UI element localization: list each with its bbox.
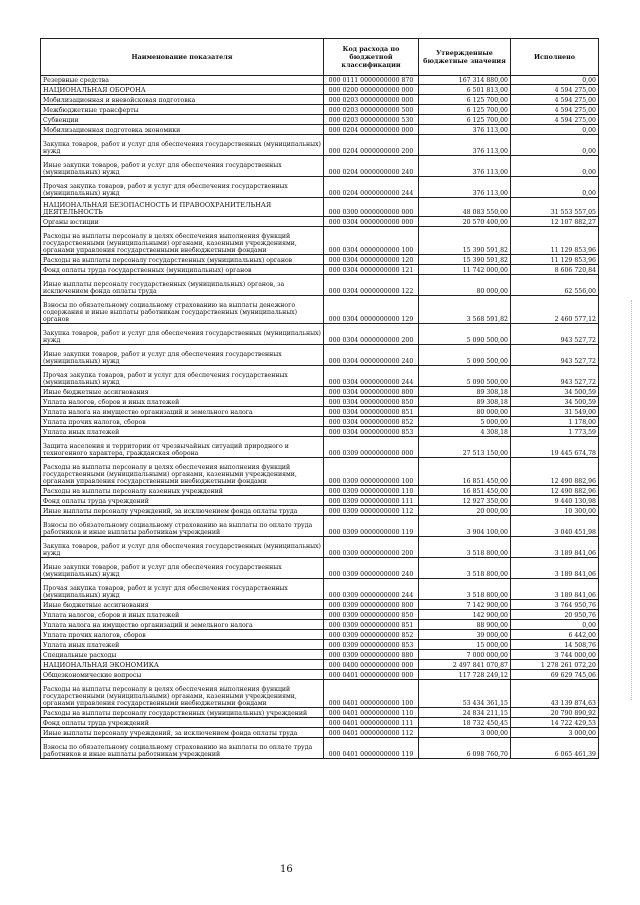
row-approved: 12 927 350,00 xyxy=(419,496,511,506)
table-row xyxy=(41,620,599,630)
header-approved: Утвержденные бюджетные значения xyxy=(419,39,511,76)
table-row xyxy=(41,427,599,437)
row-name: Фонд оплаты труда учреждений xyxy=(41,718,324,728)
row-executed: 943 527,72 xyxy=(511,345,599,366)
row-code: 000 0309 0000000000 880 xyxy=(324,650,419,660)
row-code: 000 0401 0000000000 100 xyxy=(324,680,419,708)
row-name: Закупка товаров, работ и услуг для обеспечения государственных (муниципальных) нужд xyxy=(41,324,324,345)
row-approved: 6 501 813,00 xyxy=(419,85,511,95)
row-name: НАЦИОНАЛЬНАЯ ОБОРОНА xyxy=(41,85,324,95)
margin-dotted-line xyxy=(631,300,634,700)
row-approved: 80 000,00 xyxy=(419,275,511,296)
row-executed: 34 500,59 xyxy=(511,387,599,397)
table-row xyxy=(41,105,599,115)
row-code: 000 0309 0000000000 244 xyxy=(324,579,419,600)
table-row xyxy=(41,640,599,650)
row-approved: 142 900,00 xyxy=(419,610,511,620)
row-executed: 19 445 674,78 xyxy=(511,437,599,458)
row-executed: 20 950,76 xyxy=(511,610,599,620)
row-name: Уплата прочих налогов, сборов xyxy=(41,417,324,427)
row-code: 000 0309 0000000000 112 xyxy=(324,506,419,516)
table-row xyxy=(41,516,599,537)
row-code: 000 0401 0000000000 110 xyxy=(324,708,419,718)
row-approved: 27 513 150,00 xyxy=(419,437,511,458)
row-code: 000 0203 0000000000 500 xyxy=(324,105,419,115)
row-name: Иные закупки товаров, работ и услуг для обеспечения государственных (муниципальных) нужд xyxy=(41,345,324,366)
table-row xyxy=(41,660,599,670)
row-name: Расходы на выплаты персоналу в целях обеспечения выполнения функций государственными (муниципальными) органами, казенными учреждениями, органами управления государственными внебюджетными фондами xyxy=(41,458,324,486)
row-approved: 3 518 800,00 xyxy=(419,537,511,558)
row-code: 000 0309 0000000000 851 xyxy=(324,620,419,630)
row-executed: 11 129 853,96 xyxy=(511,255,599,265)
row-executed: 0,00 xyxy=(511,177,599,198)
row-name: Закупка товаров, работ и услуг для обеспечения государственных (муниципальных) нужд xyxy=(41,135,324,156)
row-code: 000 0304 0000000000 000 xyxy=(324,217,419,227)
row-name: Иные бюджетные ассигнования xyxy=(41,600,324,610)
page-number: 16 xyxy=(280,864,293,875)
row-name: Органы юстиции xyxy=(41,217,324,227)
row-name: Закупка товаров, работ и услуг для обеспечения государственных (муниципальных) нужд xyxy=(41,537,324,558)
row-code: 000 0304 0000000000 850 xyxy=(324,397,419,407)
row-name: Резервные средства xyxy=(41,76,324,85)
table-row xyxy=(41,670,599,680)
row-executed: 6 442,00 xyxy=(511,630,599,640)
row-code: 000 0401 0000000000 112 xyxy=(324,728,419,738)
row-approved: 39 000,00 xyxy=(419,630,511,640)
row-code: 000 0203 0000000000 530 xyxy=(324,115,419,125)
row-executed: 4 594 275,00 xyxy=(511,115,599,125)
row-executed: 0,00 xyxy=(511,125,599,135)
row-executed: 3 189 841,06 xyxy=(511,558,599,579)
table-row xyxy=(41,115,599,125)
table-row xyxy=(41,387,599,397)
row-code: 000 0309 0000000000 852 xyxy=(324,630,419,640)
row-code: 000 0309 0000000000 240 xyxy=(324,558,419,579)
row-executed: 0,00 xyxy=(511,135,599,156)
row-approved: 48 083 550,00 xyxy=(419,198,511,217)
row-approved: 89 308,18 xyxy=(419,397,511,407)
row-name: Взносы по обязательному социальному страхованию на выплаты по оплате труда работников и иные выплаты работникам учреждений xyxy=(41,738,324,759)
row-code: 000 0401 0000000000 111 xyxy=(324,718,419,728)
row-name: Прочая закупка товаров, работ и услуг для обеспечения государственных (муниципальных) нужд xyxy=(41,366,324,387)
row-approved: 117 728 249,12 xyxy=(419,670,511,680)
row-name: Иные выплаты персоналу учреждений, за исключением фонда оплаты труда xyxy=(41,728,324,738)
row-executed: 9 440 130,98 xyxy=(511,496,599,506)
row-code: 000 0111 0000000000 870 xyxy=(324,76,419,85)
table-row xyxy=(41,718,599,728)
row-name: Мобилизационная и вневойсковая подготовка xyxy=(41,95,324,105)
row-executed: 8 606 720,84 xyxy=(511,265,599,275)
row-approved: 2 497 841 070,87 xyxy=(419,660,511,670)
row-name: Иные бюджетные ассигнования xyxy=(41,387,324,397)
table-row xyxy=(41,227,599,255)
row-executed: 3 040 451,98 xyxy=(511,516,599,537)
row-approved: 376 113,00 xyxy=(419,135,511,156)
row-name: Уплата иных платежей xyxy=(41,640,324,650)
row-executed: 14 722 429,53 xyxy=(511,718,599,728)
table-row xyxy=(41,708,599,718)
budget-execution-table xyxy=(40,38,599,759)
row-executed: 4 594 275,00 xyxy=(511,105,599,115)
row-approved: 80 000,00 xyxy=(419,407,511,417)
row-code: 000 0304 0000000000 121 xyxy=(324,265,419,275)
row-approved: 6 098 760,70 xyxy=(419,738,511,759)
table-body xyxy=(41,76,599,759)
table-row xyxy=(41,125,599,135)
table-row xyxy=(41,95,599,105)
row-executed: 69 629 745,06 xyxy=(511,670,599,680)
row-name: Прочая закупка товаров, работ и услуг для обеспечения государственных (муниципальных) нужд xyxy=(41,579,324,600)
table-row xyxy=(41,296,599,324)
table-row xyxy=(41,156,599,177)
table-row xyxy=(41,486,599,496)
row-code: 000 0300 0000000000 000 xyxy=(324,198,419,217)
row-executed: 14 508,76 xyxy=(511,640,599,650)
table-row xyxy=(41,397,599,407)
table-row xyxy=(41,650,599,660)
row-approved: 88 900,00 xyxy=(419,620,511,630)
row-executed: 62 556,00 xyxy=(511,275,599,296)
row-code: 000 0200 0000000000 000 xyxy=(324,85,419,95)
row-name: Иные выплаты персоналу государственных (муниципальных) органов, за исключением фонда оплаты труда xyxy=(41,275,324,296)
row-code: 000 0204 0000000000 200 xyxy=(324,135,419,156)
row-approved: 3 568 591,82 xyxy=(419,296,511,324)
row-executed: 3 764 950,76 xyxy=(511,600,599,610)
table-row xyxy=(41,610,599,620)
row-name: НАЦИОНАЛЬНАЯ ЭКОНОМИКА xyxy=(41,660,324,670)
row-code: 000 0309 0000000000 119 xyxy=(324,516,419,537)
row-executed: 31 549,00 xyxy=(511,407,599,417)
row-approved: 53 434 361,15 xyxy=(419,680,511,708)
row-name: Иные закупки товаров, работ и услуг для обеспечения государственных (муниципальных) нужд xyxy=(41,156,324,177)
row-executed: 11 129 853,96 xyxy=(511,227,599,255)
row-approved: 89 308,18 xyxy=(419,387,511,397)
row-approved: 3 000,00 xyxy=(419,728,511,738)
row-name: Уплата налога на имущество организаций и земельного налога xyxy=(41,620,324,630)
table-row xyxy=(41,265,599,275)
row-name: НАЦИОНАЛЬНАЯ БЕЗОПАСНОСТЬ И ПРАВООХРАНИТЕЛЬНАЯ ДЕЯТЕЛЬНОСТЬ xyxy=(41,198,324,217)
row-name: Фонд оплаты труда государственных (муниципальных) органов xyxy=(41,265,324,275)
row-name: Защита населения и территории от чрезвычайных ситуаций природного и техногенного характера, гражданская оборона xyxy=(41,437,324,458)
row-name: Иные выплаты персоналу учреждений, за исключением фонда оплаты труда xyxy=(41,506,324,516)
row-executed: 0,00 xyxy=(511,620,599,630)
row-name: Расходы на выплаты персоналу в целях обеспечения выполнения функций государственными (муниципальными) органами, казенными учреждениями, органами управления государственными внебюджетными фондами xyxy=(41,227,324,255)
row-approved: 7 000 000,00 xyxy=(419,650,511,660)
row-executed: 4 594 275,00 xyxy=(511,95,599,105)
row-code: 000 0309 0000000000 111 xyxy=(324,496,419,506)
row-code: 000 0304 0000000000 852 xyxy=(324,417,419,427)
row-code: 000 0304 0000000000 200 xyxy=(324,324,419,345)
table-row xyxy=(41,728,599,738)
row-executed: 6 065 461,39 xyxy=(511,738,599,759)
row-executed: 1 278 261 072,20 xyxy=(511,660,599,670)
row-executed: 4 594 275,00 xyxy=(511,85,599,95)
row-executed: 12 490 882,96 xyxy=(511,486,599,496)
row-approved: 5 090 500,00 xyxy=(419,324,511,345)
table-row xyxy=(41,630,599,640)
table-row xyxy=(41,85,599,95)
row-name: Уплата налогов, сборов и иных платежей xyxy=(41,397,324,407)
table-row xyxy=(41,680,599,708)
row-name: Общеэкономические вопросы xyxy=(41,670,324,680)
row-approved: 15 390 591,82 xyxy=(419,227,511,255)
row-code: 000 0400 0000000000 000 xyxy=(324,660,419,670)
table-row xyxy=(41,579,599,600)
row-executed: 43 139 874,63 xyxy=(511,680,599,708)
row-approved: 16 851 450,00 xyxy=(419,486,511,496)
row-approved: 6 125 700,00 xyxy=(419,95,511,105)
row-approved: 376 113,00 xyxy=(419,156,511,177)
row-executed: 12 107 882,27 xyxy=(511,217,599,227)
row-executed: 10 300,00 xyxy=(511,506,599,516)
row-approved: 3 518 800,00 xyxy=(419,579,511,600)
row-approved: 20 570 400,00 xyxy=(419,217,511,227)
table-row xyxy=(41,366,599,387)
row-code: 000 0304 0000000000 851 xyxy=(324,407,419,417)
table-row xyxy=(41,76,599,85)
row-approved: 376 113,00 xyxy=(419,177,511,198)
row-code: 000 0309 0000000000 800 xyxy=(324,600,419,610)
row-executed: 12 490 882,96 xyxy=(511,458,599,486)
row-executed: 943 527,72 xyxy=(511,366,599,387)
row-executed: 3 189 841,06 xyxy=(511,579,599,600)
row-name: Взносы по обязательному социальному страхованию на выплаты по оплате труда работников и иные выплаты работникам учреждений xyxy=(41,516,324,537)
table-header-row xyxy=(41,39,599,76)
table-row xyxy=(41,198,599,217)
table-row xyxy=(41,437,599,458)
table-row xyxy=(41,537,599,558)
row-approved: 167 314 880,00 xyxy=(419,76,511,85)
row-code: 000 0204 0000000000 240 xyxy=(324,156,419,177)
row-code: 000 0309 0000000000 000 xyxy=(324,437,419,458)
row-name: Мобилизационная подготовка экономики xyxy=(41,125,324,135)
row-approved: 3 904 100,00 xyxy=(419,516,511,537)
row-approved: 15 390 591,82 xyxy=(419,255,511,265)
row-code: 000 0304 0000000000 800 xyxy=(324,387,419,397)
row-name: Уплата прочих налогов, сборов xyxy=(41,630,324,640)
table-row xyxy=(41,738,599,759)
row-executed: 3 189 841,06 xyxy=(511,537,599,558)
row-executed: 3 000,00 xyxy=(511,728,599,738)
row-approved: 6 125 700,00 xyxy=(419,115,511,125)
row-approved: 376 113,00 xyxy=(419,125,511,135)
table-row xyxy=(41,458,599,486)
row-code: 000 0304 0000000000 240 xyxy=(324,345,419,366)
row-executed: 34 500,59 xyxy=(511,397,599,407)
row-approved: 20 000,00 xyxy=(419,506,511,516)
table-row xyxy=(41,135,599,156)
row-code: 000 0304 0000000000 129 xyxy=(324,296,419,324)
budget-table-sheet xyxy=(40,38,598,759)
row-name: Иные закупки товаров, работ и услуг для обеспечения государственных (муниципальных) нужд xyxy=(41,558,324,579)
row-code: 000 0309 0000000000 110 xyxy=(324,486,419,496)
row-code: 000 0309 0000000000 853 xyxy=(324,640,419,650)
row-approved: 5 090 500,00 xyxy=(419,366,511,387)
row-approved: 18 732 450,45 xyxy=(419,718,511,728)
row-name: Прочая закупка товаров, работ и услуг для обеспечения государственных (муниципальных) нужд xyxy=(41,177,324,198)
row-name: Расходы на выплаты персоналу государственных (муниципальных) органов xyxy=(41,255,324,265)
row-code: 000 0203 0000000000 000 xyxy=(324,95,419,105)
row-name: Межбюджетные трансферты xyxy=(41,105,324,115)
row-code: 000 0304 0000000000 853 xyxy=(324,427,419,437)
row-approved: 24 834 211,15 xyxy=(419,708,511,718)
row-executed: 1 773,59 xyxy=(511,427,599,437)
row-executed: 1 178,00 xyxy=(511,417,599,427)
table-row xyxy=(41,496,599,506)
header-name: Наименование показателя xyxy=(41,39,324,76)
table-row xyxy=(41,600,599,610)
row-executed: 943 527,72 xyxy=(511,324,599,345)
row-code: 000 0304 0000000000 122 xyxy=(324,275,419,296)
row-approved: 16 851 450,00 xyxy=(419,458,511,486)
table-row xyxy=(41,177,599,198)
row-name: Специальные расходы xyxy=(41,650,324,660)
row-name: Расходы на выплаты персоналу в целях обеспечения выполнения функций государственными (муниципальными) органами, казенными учреждениями, органами управления государственными внебюджетными фондами xyxy=(41,680,324,708)
row-executed: 31 553 557,05 xyxy=(511,198,599,217)
header-code: Код расхода по бюджетной классификации xyxy=(324,39,419,76)
row-executed: 0,00 xyxy=(511,156,599,177)
row-executed: 0,00 xyxy=(511,76,599,85)
row-code: 000 0304 0000000000 120 xyxy=(324,255,419,265)
table-row xyxy=(41,506,599,516)
row-code: 000 0304 0000000000 100 xyxy=(324,227,419,255)
table-row xyxy=(41,407,599,417)
row-approved: 15 000,00 xyxy=(419,640,511,650)
table-row xyxy=(41,217,599,227)
row-name: Уплата налога на имущество организаций и земельного налога xyxy=(41,407,324,417)
row-name: Фонд оплаты труда учреждений xyxy=(41,496,324,506)
row-name: Взносы по обязательному социальному страхованию на выплаты денежного содержания и иные выплаты работникам государственных (муниципальных) органов xyxy=(41,296,324,324)
row-code: 000 0309 0000000000 100 xyxy=(324,458,419,486)
row-executed: 20 790 890,92 xyxy=(511,708,599,718)
table-row xyxy=(41,417,599,427)
row-code: 000 0304 0000000000 244 xyxy=(324,366,419,387)
row-approved: 7 142 900,00 xyxy=(419,600,511,610)
row-name: Уплата налогов, сборов и иных платежей xyxy=(41,610,324,620)
row-code: 000 0401 0000000000 000 xyxy=(324,670,419,680)
table-row xyxy=(41,255,599,265)
row-name: Расходы на выплаты персоналу казенных учреждений xyxy=(41,486,324,496)
row-approved: 5 090 500,00 xyxy=(419,345,511,366)
row-approved: 6 125 700,00 xyxy=(419,105,511,115)
table-row xyxy=(41,345,599,366)
row-executed: 2 460 577,12 xyxy=(511,296,599,324)
row-approved: 4 308,18 xyxy=(419,427,511,437)
row-name: Субвенции xyxy=(41,115,324,125)
table-row xyxy=(41,324,599,345)
table-row xyxy=(41,275,599,296)
table-row xyxy=(41,558,599,579)
row-code: 000 0204 0000000000 000 xyxy=(324,125,419,135)
row-name: Расходы на выплаты персоналу государственных (муниципальных) учреждений xyxy=(41,708,324,718)
row-executed: 3 744 000,00 xyxy=(511,650,599,660)
header-executed: Исполнено xyxy=(511,39,599,76)
row-code: 000 0309 0000000000 200 xyxy=(324,537,419,558)
row-code: 000 0401 0000000000 119 xyxy=(324,738,419,759)
row-approved: 11 742 000,00 xyxy=(419,265,511,275)
row-name: Уплата иных платежей xyxy=(41,427,324,437)
row-code: 000 0309 0000000000 850 xyxy=(324,610,419,620)
row-approved: 5 000,00 xyxy=(419,417,511,427)
row-code: 000 0204 0000000000 244 xyxy=(324,177,419,198)
row-approved: 3 518 800,00 xyxy=(419,558,511,579)
